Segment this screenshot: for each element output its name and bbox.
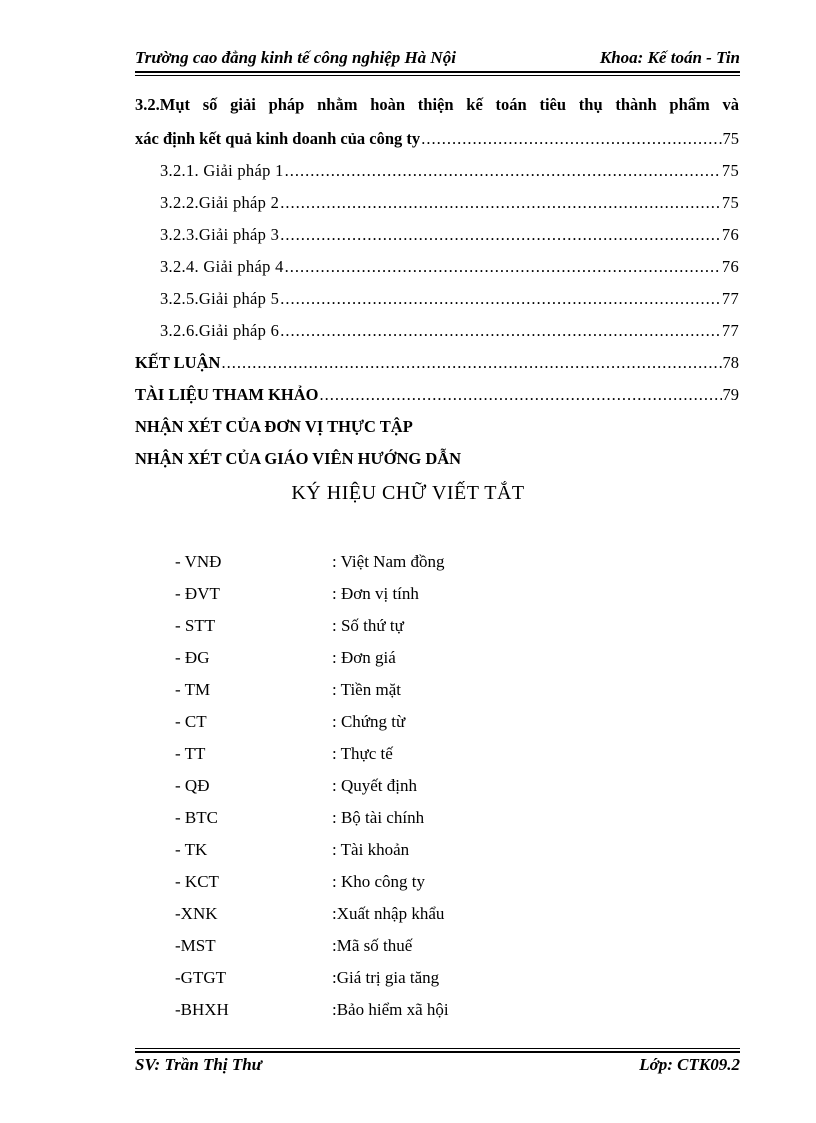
- toc-page: 76: [721, 225, 739, 244]
- abbreviation-key: - BTC: [175, 808, 218, 827]
- abbreviation-key: - VNĐ: [175, 552, 222, 571]
- toc-item-3-2-line2: [135, 128, 739, 150]
- toc-subitem: [135, 192, 739, 214]
- toc-page: 79: [722, 385, 739, 404]
- abbreviation-value: : Chứng từ: [332, 712, 406, 731]
- toc-leader: [285, 160, 721, 182]
- abbreviation-key: - TM: [175, 680, 211, 699]
- toc-leader: [221, 352, 721, 374]
- toc-leader: [280, 192, 721, 214]
- abbreviation-key: - KCT: [175, 872, 219, 891]
- toc-page: 75: [721, 161, 739, 180]
- abbreviation-value: :Mã số thuế: [332, 936, 413, 955]
- abbreviation-key: - ĐG: [175, 648, 210, 667]
- abbreviation-key: - STT: [175, 616, 216, 635]
- abbreviation-value: : Đơn vị tính: [332, 584, 419, 603]
- footer-rule-thin: [135, 1048, 740, 1049]
- toc-subitem: [135, 288, 739, 310]
- abbreviation-value: : Tiền mặt: [332, 680, 401, 699]
- abbreviation-key: -MST: [175, 936, 216, 955]
- abbreviation-value: : Thực tế: [332, 744, 393, 763]
- toc-page: 75: [721, 193, 739, 212]
- header-faculty: Khoa: Kế toán - Tin: [599, 48, 740, 67]
- toc-leader: [280, 288, 721, 310]
- abbreviation-value: : Tài khoản: [332, 840, 410, 859]
- toc-page: 75: [722, 129, 739, 148]
- toc-item-conclusion: [135, 352, 739, 374]
- header-rule: [135, 71, 740, 73]
- toc-leader: [280, 320, 721, 342]
- page-footer: [135, 1055, 740, 1075]
- abbreviation-value: : Kho công ty: [332, 872, 426, 891]
- abbreviation-key: - QĐ: [175, 776, 210, 795]
- abbreviation-value: :Giá trị gia tăng: [332, 968, 440, 987]
- toc-item-review-unit: NHẬN XÉT CỦA ĐƠN VỊ THỰC TẬP: [135, 417, 413, 436]
- footer-class: Lớp: CTK09.2: [639, 1055, 740, 1074]
- abbreviation-value: : Số thứ tự: [332, 616, 404, 635]
- toc-leader: [285, 256, 721, 278]
- toc-item-review-teacher: NHẬN XÉT CỦA GIÁO VIÊN HƯỚNG DẪN: [135, 449, 462, 468]
- toc-subitem: [135, 256, 739, 278]
- abbreviation-value: : Việt Nam đồng: [332, 552, 445, 571]
- abbreviation-key: - CT: [175, 712, 207, 731]
- footer-rule: [135, 1051, 740, 1053]
- toc-title: 3.2.2.Giải pháp 2: [160, 193, 280, 212]
- abbreviation-key: -XNK: [175, 904, 218, 923]
- toc-item-references: [135, 384, 739, 406]
- abbreviation-value: :Xuất nhập khẩu: [332, 904, 445, 923]
- abbreviation-value: :Bảo hiểm xã hội: [332, 1000, 449, 1019]
- toc-title: KẾT LUẬN: [135, 353, 221, 372]
- toc-item-3-2-line1: 3.2.Mụt số giải pháp nhằm hoàn thiện kế toán tiêu thụ thành phẩm và: [135, 95, 739, 114]
- footer-student: SV: Trần Thị Thư: [135, 1055, 262, 1074]
- toc-subitem: [135, 224, 739, 246]
- toc-subitem: [135, 160, 739, 182]
- abbreviations-title: KÝ HIỆU CHỮ VIẾT TẮT: [291, 482, 525, 504]
- toc-title: 3.2.5.Giải pháp 5: [160, 289, 280, 308]
- toc-title: 3.2.6.Giải pháp 6: [160, 321, 280, 340]
- toc-leader: [421, 128, 721, 150]
- toc-title: 3.2.3.Giải pháp 3: [160, 225, 280, 244]
- abbreviation-value: : Đơn giá: [332, 648, 396, 667]
- toc-page: 77: [721, 289, 739, 308]
- toc-title: TÀI LIỆU THAM KHẢO: [135, 385, 319, 404]
- toc-leader: [280, 224, 721, 246]
- page-header: [135, 48, 740, 68]
- abbreviation-value: : Bộ tài chính: [332, 808, 425, 827]
- abbreviation-key: -GTGT: [175, 968, 226, 987]
- toc-title: 3.2.1. Giải pháp 1: [160, 161, 284, 180]
- header-school: Trường cao đẳng kinh tế công nghiệp Hà Nội: [135, 48, 456, 67]
- toc-page: 77: [721, 321, 739, 340]
- abbreviation-key: - TK: [175, 840, 208, 859]
- header-rule-thin: [135, 75, 740, 76]
- abbreviation-key: - ĐVT: [175, 584, 220, 603]
- toc-title: xác định kết quả kinh doanh của công ty: [135, 129, 421, 148]
- abbreviation-key: -BHXH: [175, 1000, 229, 1019]
- toc-leader: [320, 384, 722, 406]
- toc-page: 78: [722, 353, 739, 372]
- abbreviation-key: - TT: [175, 744, 206, 763]
- toc-title: 3.2.4. Giải pháp 4: [160, 257, 284, 276]
- toc-page: 76: [721, 257, 739, 276]
- abbreviation-value: : Quyết định: [332, 776, 417, 795]
- toc-subitem: [135, 320, 739, 342]
